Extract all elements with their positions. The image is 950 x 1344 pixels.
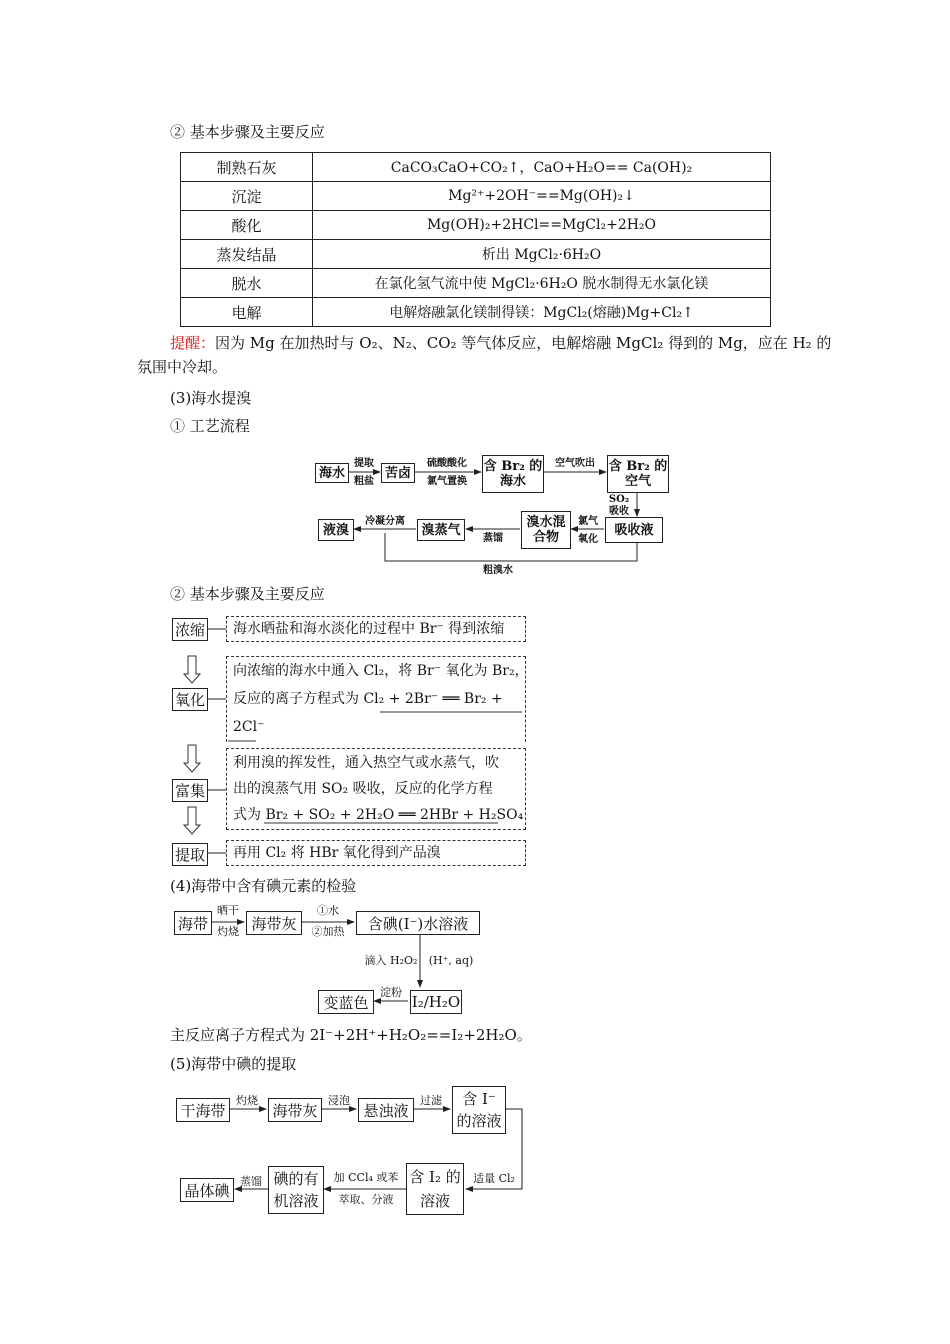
mg-step-reaction: 在氯化氢气流中使 MgCl₂·6H₂O 脱水制得无水氯化镁 — [313, 269, 771, 298]
desc-line: 利用溴的挥发性，通入热空气或水蒸气，吹 — [233, 755, 499, 771]
flow-label-blow: 空气吹出 — [555, 458, 595, 469]
suspension-box: 悬浊液 — [358, 1098, 414, 1122]
tip-label: 提醒： — [170, 334, 216, 352]
flow-seawater-box: 海水 — [315, 463, 349, 483]
desc-line: 2Cl⁻ — [233, 719, 265, 735]
mg-step-reaction: CaCO₃CaO+CO₂↑，CaO+H₂O== Ca(OH)₂ — [313, 153, 771, 182]
mg-step-reaction: 电解熔融氯化镁制得镁：MgCl₂(熔融)Mg+Cl₂↑ — [313, 298, 771, 327]
label-burn: 灼烧 — [217, 925, 239, 938]
kelp-ash-box-2: 海带灰 — [268, 1098, 322, 1122]
desc-line: 反应的离子方程式为 Cl₂ + 2Br⁻ ══ Br₂ + — [233, 691, 503, 707]
mg-steps-heading: ② 基本步骤及主要反应 — [170, 123, 325, 141]
step-extract-desc — [226, 840, 526, 866]
step-oxidize-box: 氧化 — [172, 688, 208, 711]
iodine-water-box: I₂/H₂O — [410, 990, 462, 1014]
iodide-solution-box: 含碘(I⁻)水溶液 — [356, 911, 480, 935]
flow-brine-box: 苦卤 — [381, 463, 415, 483]
flow-label-acid: 硫酸酸化 — [427, 458, 467, 469]
flow-label-condense: 冷凝分离 — [365, 516, 405, 527]
step-enrich-box: 富集 — [172, 779, 208, 802]
mg-step-name: 酸化 — [181, 211, 313, 240]
label-heat: ②加热 — [311, 925, 345, 938]
step-concentrate-desc — [226, 616, 526, 642]
label-filter: 过滤 — [420, 1094, 442, 1107]
flow-label-crude: 粗溴水 — [483, 565, 513, 576]
flow-liquid-box: 液溴 — [318, 519, 354, 541]
blue-box: 变蓝色 — [318, 990, 374, 1014]
label-water: ①水 — [317, 904, 339, 917]
label-extract-separate: 萃取、分液 — [338, 1193, 394, 1206]
flow-label-cl-gas: 氯气 — [578, 516, 598, 527]
label-burn2: 灼烧 — [236, 1094, 258, 1107]
label-soak: 浸泡 — [328, 1094, 350, 1107]
label-dry: 晒干 — [217, 904, 239, 917]
label-starch: 淀粉 — [380, 986, 402, 999]
kelp-ash-box: 海带灰 — [246, 911, 302, 935]
flow-br-seawater-box: 含 Br₂ 的海水 — [482, 455, 544, 493]
desc-line: 向浓缩的海水中通入 Cl₂，将 Br⁻ 氧化为 Br₂， — [233, 663, 529, 679]
desc-line: 出的溴蒸气用 SO₂ 吸收，反应的化学方程 — [233, 781, 493, 797]
mg-step-name: 制熟石灰 — [181, 153, 313, 182]
label-h2o2: 滴入 H₂O₂ — [364, 954, 418, 967]
dry-kelp-box: 干海带 — [176, 1098, 230, 1122]
mg-step-name: 蒸发结晶 — [181, 240, 313, 269]
mg-step-reaction: Mg²⁺+2OH⁻==Mg(OH)₂↓ — [313, 182, 771, 211]
mg-step-name: 脱水 — [181, 269, 313, 298]
step-extract-box: 提取 — [172, 843, 208, 866]
label-distill2: 蒸馏 — [240, 1175, 262, 1188]
iodine-test-heading: (4)海带中含有碘元素的检验 — [170, 877, 357, 895]
tip-text: 因为 Mg 在加热时与 O₂、N₂、CO₂ 等气体反应，电解熔融 MgCl₂ 得到的 Mg，应在 H₂ 的 — [215, 334, 832, 352]
mg-step-reaction: 析出 MgCl₂·6H₂O — [313, 240, 771, 269]
flow-label-absorb: 吸收 — [609, 506, 629, 517]
iodine-extract-heading: (5)海带中碘的提取 — [170, 1055, 297, 1073]
flow-mix-box: 溴水混合物 — [521, 511, 571, 549]
mg-step-name: 电解 — [181, 298, 313, 327]
crystal-iodine-box: 晶体碘 — [180, 1178, 234, 1202]
flow-label-distill: 蒸馏 — [483, 533, 503, 544]
flow-absorb-box: 吸收液 — [605, 517, 663, 543]
step-enrich-desc — [226, 748, 526, 830]
step-concentrate-box: 浓缩 — [172, 618, 208, 641]
flow-br-air-box: 含 Br₂ 的空气 — [607, 455, 669, 493]
flow-vapor-box: 溴蒸气 — [417, 519, 465, 541]
kelp-box: 海带 — [174, 911, 212, 935]
mg-step-name: 沉淀 — [181, 182, 313, 211]
br-heading: (3)海水提溴 — [170, 389, 252, 407]
br-steps-heading: ② 基本步骤及主要反应 — [170, 585, 325, 603]
flow-label-chlorine: 氯气置换 — [427, 476, 467, 487]
iodine-equation: 主反应离子方程式为 2I⁻+2H⁺+H₂O₂==I₂+2H₂O。 — [170, 1026, 532, 1044]
flow-label-salt: 粗盐 — [354, 476, 374, 487]
iodide-solution-box-2: 含 I⁻ 的溶液 — [452, 1086, 506, 1134]
iodine-solution-box: 含 I₂ 的溶液 — [406, 1163, 464, 1215]
label-ccl4: 加 CCl₄ 或苯 — [333, 1171, 399, 1184]
desc-line: 再用 Cl₂ 将 HBr 氧化得到产品溴 — [233, 845, 441, 861]
label-cl2: 适量 Cl₂ — [473, 1172, 515, 1185]
flow-label-so2: SO₂ — [608, 494, 630, 505]
desc-line: 海水晒盐和海水淡化的过程中 Br⁻ 得到浓缩 — [233, 621, 505, 637]
organic-solution-box: 碘的有机溶液 — [268, 1166, 324, 1214]
br-flow-heading: ① 工艺流程 — [170, 417, 250, 435]
label-acid-aq: (H⁺, aq) — [428, 954, 474, 967]
desc-line: 式为 Br₂ + SO₂ + 2H₂O ══ 2HBr + H₂SO₄ — [233, 807, 524, 823]
step-oxidize-desc — [226, 656, 529, 742]
flow-label-extract: 提取 — [354, 458, 374, 469]
mg-tip-line2: 氛围中冷却。 — [137, 358, 228, 376]
flow-label-oxidize: 氧化 — [578, 534, 598, 545]
mg-step-reaction: Mg(OH)₂+2HCl==MgCl₂+2H₂O — [313, 211, 771, 240]
